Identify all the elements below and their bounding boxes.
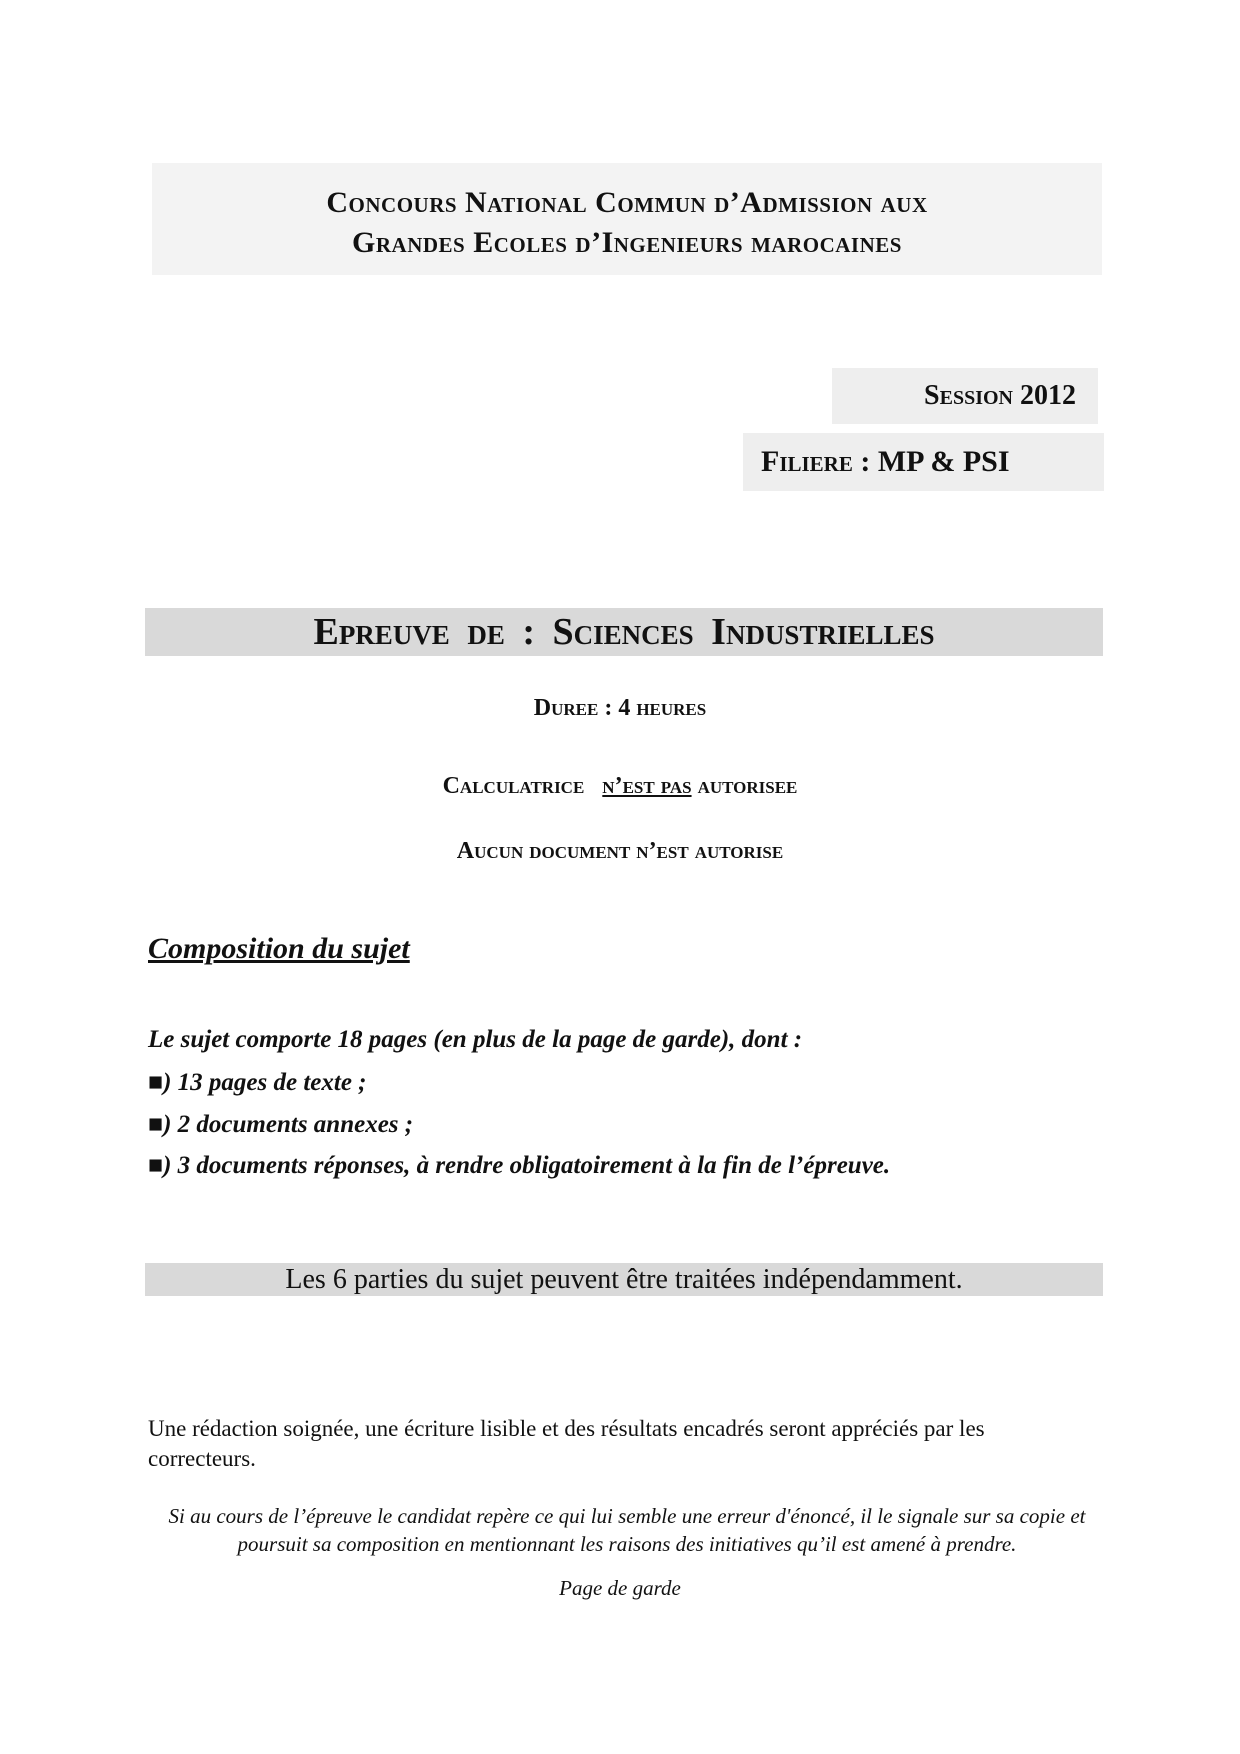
document-line: Aucun document n’est autorise	[456, 838, 784, 864]
calculatrice-emphasis: n’est pas	[602, 773, 692, 799]
header-box	[152, 163, 1102, 275]
composition-item: ■) 3 documents réponses, à rendre obligatoirement à la fin de l’épreuve.	[148, 1152, 891, 1179]
parties-note: Les 6 parties du sujet peuvent être traitées indépendamment.	[145, 1263, 1103, 1296]
filiere-label: Filiere :	[761, 445, 871, 478]
calculatrice-line	[0, 773, 1240, 800]
composition-item: ■) 2 documents annexes ;	[148, 1111, 414, 1138]
filiere-value: MP & PSI	[877, 445, 1010, 478]
composition-title: Composition du sujet	[148, 932, 410, 965]
erreur-note: Si au cours de l’épreuve le candidat repère ce qui lui semble une erreur d'énoncé, il le signale sur sa copie et poursuit sa composition en mentionnant les raisons des initiatives qu’il est amené à prendre.	[168, 1504, 1086, 1556]
epreuve-title: Epreuve de : Sciences Industrielles	[145, 608, 1103, 656]
page-label: Page de garde	[559, 1576, 681, 1600]
composition-item: ■) 13 pages de texte ;	[148, 1069, 367, 1096]
duree-line: Duree : 4 heures	[533, 695, 707, 721]
header-line-1: Concours National Commun d’Admission aux	[326, 186, 928, 219]
calculatrice-before: Calculatrice	[442, 773, 585, 799]
redaction-text: Une rédaction soignée, une écriture lisible et des résultats encadrés seront appréciés par les correcteurs.	[148, 1416, 985, 1471]
header-line-2: Grandes Ecoles d’Ingenieurs marocaines	[352, 226, 902, 259]
calculatrice-after: autorisee	[697, 773, 798, 799]
filiere-box	[743, 433, 1104, 491]
composition-intro: Le sujet comporte 18 pages (en plus de la page de garde), dont :	[148, 1026, 803, 1053]
session-box: Session 2012	[832, 368, 1098, 424]
